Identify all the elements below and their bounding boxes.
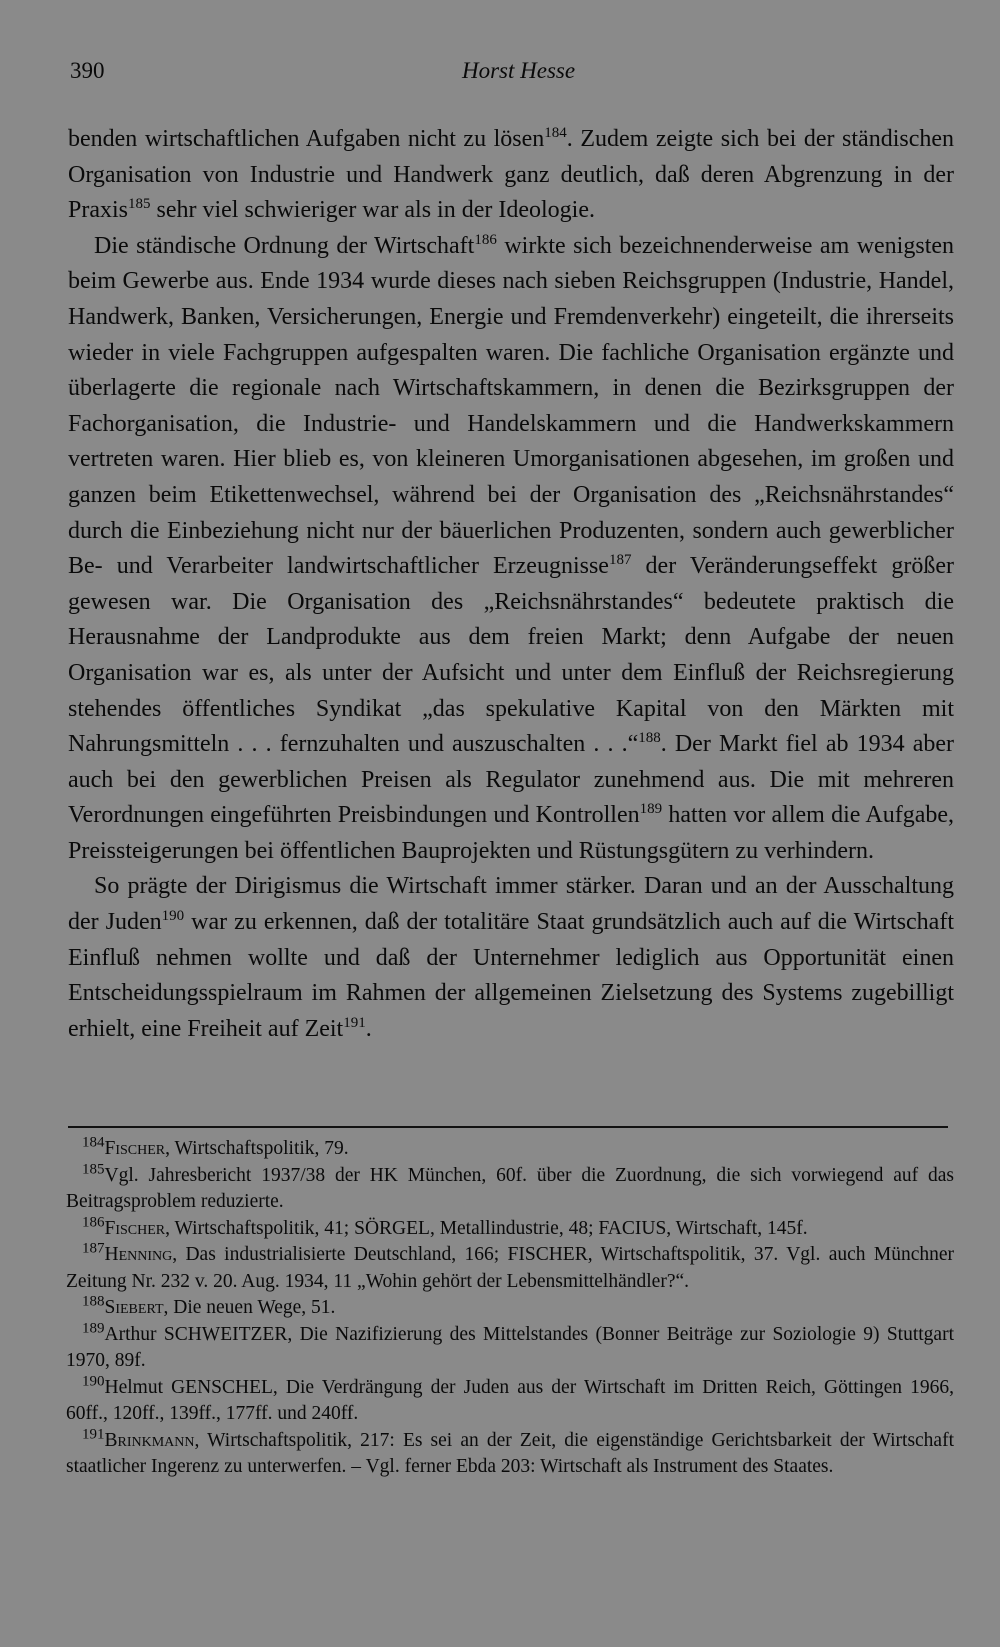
footnote-ref: 186 [474,231,497,248]
text-segment: benden wirtschaftlichen Aufgaben nicht zu lösen [68,126,545,152]
paragraph-3 [68,869,954,1047]
footnote-author: Fischer [104,1217,166,1239]
text-segment: Die ständische Ordnung der Wirtschaft [94,232,475,259]
footnote-number: 187 [82,1240,105,1257]
footnote-text: Helmut GENSCHEL, Die Verdrängung der Juden aus der Wirtschaft im Dritten Reich, Göttingen 1966, 60ff., 120ff., 139ff., 177ff. und 240ff. [66,1376,954,1424]
page-number: 390 [70,58,105,83]
paragraph-1 [68,122,954,229]
footnote-ref: 185 [128,196,151,213]
footnote-text: Vgl. Jahresbericht 1937/38 der HK München, 60f. über die Zuordnung, die sich vorwiegend auf das Beitragsproblem reduzierte. [66,1164,954,1212]
footnote-text: , Wirtschaftspolitik, 217: Es sei an der Zeit, die eigenständige Gerichtsbarkeit der Wirtschaft staatlicher Ingerenz zu unterwerfen. – Vgl. ferner Ebda 203: Wirtschaft als Instrument des Staates. [66,1429,954,1477]
footnote-number: 190 [82,1373,105,1389]
text-segment: . [365,1015,372,1042]
footnote-author: Brinkmann [104,1429,195,1451]
footnote-ref: 187 [608,552,632,569]
text-segment: . Zudem zeigte sich bei der ständischen Organisation von Industrie und Handwerk ganz deutlich, daß deren Abgrenzung in der Praxis [68,126,955,224]
running-title: Horst Hesse [462,58,576,83]
footnote-author: Henning [104,1244,173,1265]
footnote-text: , Die neuen Wege, 51. [163,1297,336,1318]
main-text [68,122,954,1047]
footnote-ref: 189 [639,801,663,818]
text-segment: So prägte der Dirigismus die Wirtschaft immer stärker. Daran und an der Ausschaltung der Juden [68,873,954,936]
footnote-ref: 184 [544,125,567,141]
footnote-number: 188 [82,1293,105,1310]
footnote-number: 186 [82,1214,105,1230]
footnote-text: , Wirtschaftspolitik, 41; SÖRGEL, Metallindustrie, 48; FACIUS, Wirtschaft, 145f. [165,1217,808,1239]
footnote-author: Siebert [104,1297,164,1318]
footnote-number: 189 [82,1320,105,1336]
paragraph-2 [68,229,954,870]
footnote-author: Fischer [104,1138,166,1159]
text-segment: der Veränderungseffekt größer gewesen war. Die Organisation des „Reichsnährstandes“ bedeutete praktisch die Herausnahme der Landprodukte aus dem freien Markt; denn Aufgabe der neuen Organisation war es, als unter der Aufsicht und unter dem Einfluß der Reichsregierung stehendes öffentliches Syndikat „das spekulative Kapital von den Märkten mit Nahrungsmitteln . . . fernzuhalten und auszuschalten . . .“ [68,553,955,758]
footnote-ref: 188 [638,730,661,747]
text-segment: war zu erkennen, daß der totalitäre Staat grundsätzlich auch auf die Wirtschaft Einfluß nehmen wollte und daß der Unternehmer lediglich aus Opportunität einen Entscheidungsspielraum im Rahmen der allgemeinen Zielsetzung des Systems zugebilligt erhielt, eine Freiheit auf Zeit [68,909,954,1042]
footnote-ref: 190 [161,908,185,925]
footnote [66,1242,954,1295]
footnote-number: 191 [82,1426,105,1442]
footnote [66,1136,954,1163]
footnote-number: 185 [82,1161,105,1177]
footnote [66,1163,954,1216]
footnote-text: Arthur SCHWEITZER, Die Nazifizierung des Mittelstandes (Bonner Beiträge zur Soziologie 9) Stuttgart 1970, 89f. [66,1323,954,1371]
footnote-text: , Das industrialisierte Deutschland, 166; FISCHER, Wirtschaftspolitik, 37. Vgl. auch Münchner Zeitung Nr. 232 v. 20. Aug. 1934, 11 „Wohin gehört der Lebensmittelhändler?“. [66,1244,954,1292]
footnote-ref: 191 [343,1014,366,1031]
footnote [66,1375,954,1428]
footnote-number: 184 [82,1134,105,1151]
text-segment: hatten vor allem die Aufgabe, Preissteigerungen bei öffentlichen Bauprojekten und Rüstungsgütern zu verhindern. [68,802,954,864]
footnotes [66,1136,954,1481]
footnote [66,1322,954,1375]
footnote [66,1428,954,1481]
text-segment: . Der Markt fiel ab 1934 aber auch bei den gewerblichen Preisen als Regulator zunehmend aus. Die mit mehreren Verordnungen eingeführten Preisbindungen und Kontrollen [68,731,954,829]
footnote [66,1295,954,1322]
footnote-text: , Wirtschaftspolitik, 79. [165,1138,349,1159]
footnote [66,1216,954,1243]
text-segment: wirkte sich bezeichnenderweise am wenigsten beim Gewerbe aus. Ende 1934 wurde dieses nach sieben Reichsgruppen (Industrie, Handel, Handwerk, Banken, Versicherungen, Energie und Fremdenverkehr) eingeteilt, die ihrerseits wieder in viele Fachgruppen aufgespalten waren. Die fachliche Organisation ergänzte und überlagerte die regionale nach Wirtschaftskammern, in denen die Bezirksgruppen der Fachorganisation, die Industrie- und Handelskammern und die Handwerkskammern vertreten waren. Hier blieb es, von kleineren Umorganisationen abgesehen, im großen und ganzen beim Etikettenwechsel, während bei der Organisation des „Reichsnährstandes“ durch die Einbeziehung nicht nur der bäuerlichen Produzenten, sondern auch gewerblicher Be- und Verarbeiter landwirtschaftlicher Erzeugnisse [68,232,955,580]
footnote-separator [68,1126,948,1128]
text-segment: sehr viel schwieriger war als in der Ideologie. [150,197,596,224]
